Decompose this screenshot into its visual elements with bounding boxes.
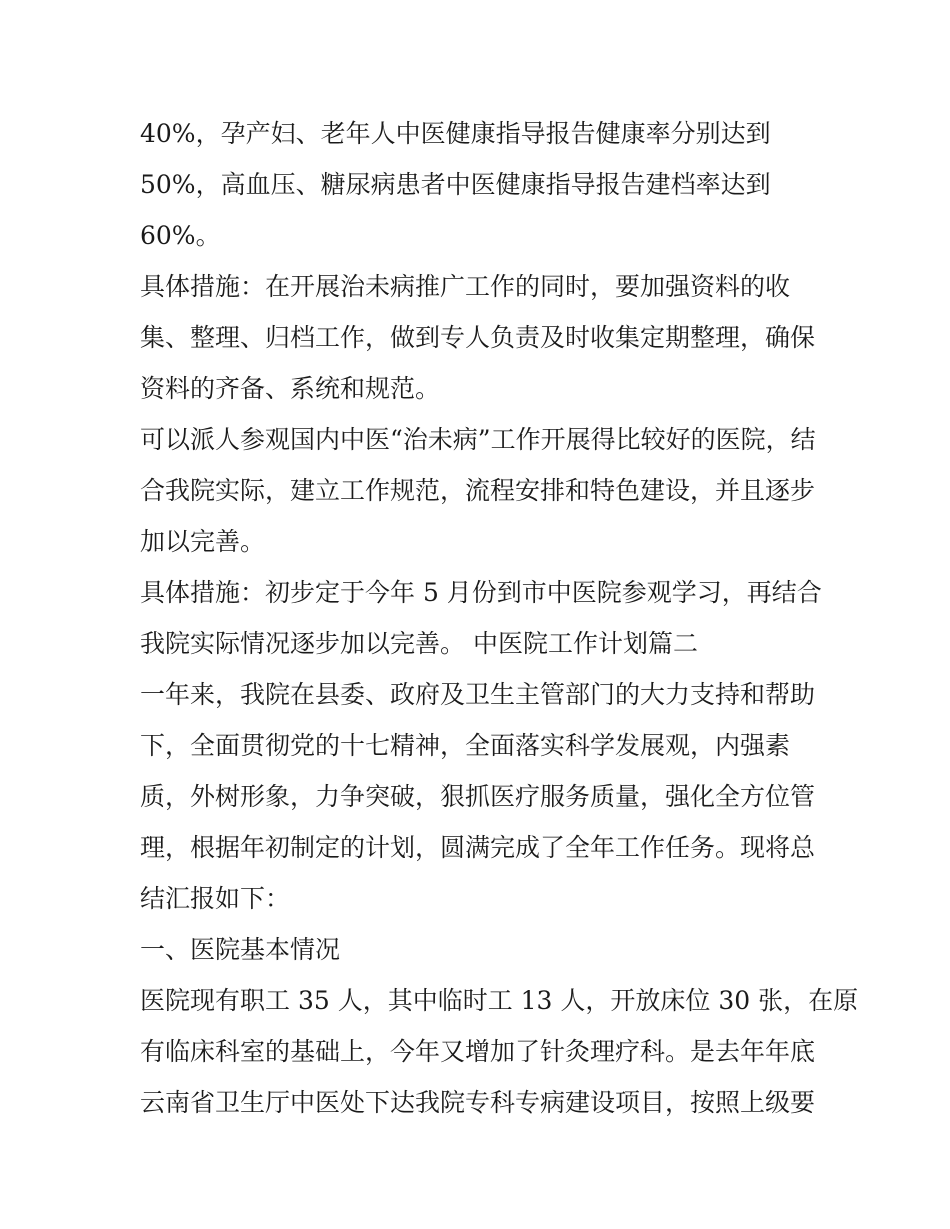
text-line: 医院现有职工 35 人，其中临时工 13 人，开放床位 30 张，在原 <box>140 986 859 1015</box>
text-line: 可以派人参观国内中医“治未病”工作开展得比较好的医院，结 <box>140 425 816 454</box>
text-line: 理，根据年初制定的计划，圆满完成了全年工作任务。现将总 <box>140 833 816 862</box>
text-line: 加以完善。 <box>140 527 266 556</box>
text-line: 我院实际情况逐步加以完善。 中医院工作计划篇二 <box>140 629 698 658</box>
text-line: 50%，高血压、糖尿病患者中医健康指导报告建档率达到 <box>140 170 771 199</box>
text-line: 合我院实际，建立工作规范，流程安排和特色建设，并且逐步 <box>140 476 816 505</box>
text-line: 下，全面贯彻党的十七精神，全面落实科学发展观，内强素 <box>140 731 791 760</box>
text-line: 结汇报如下： <box>140 884 291 913</box>
text-line: 一年来，我院在县委、政府及卫生主管部门的大力支持和帮助 <box>140 680 816 709</box>
section-heading: 一、医院基本情况 <box>140 935 341 964</box>
text-line: 集、整理、归档工作，做到专人负责及时收集定期整理，确保 <box>140 323 816 352</box>
text-line: 有临床科室的基础上，今年又增加了针灸理疗科。是去年年底 <box>140 1037 816 1066</box>
text-line: 质，外树形象，力争突破，狠抓医疗服务质量，强化全方位管 <box>140 782 816 811</box>
document-body <box>140 108 859 1128</box>
text-line: 资料的齐备、系统和规范。 <box>140 374 441 403</box>
text-line: 40%，孕产妇、老年人中医健康指导报告健康率分别达到 <box>140 119 771 148</box>
text-line: 60%。 <box>140 221 221 250</box>
text-line: 具体措施：在开展治未病推广工作的同时，要加强资料的收 <box>140 272 791 301</box>
text-line: 具体措施：初步定于今年 5 月份到市中医院参观学习，再结合 <box>140 578 822 607</box>
text-line: 云南省卫生厅中医处下达我院专科专病建设项目，按照上级要 <box>140 1088 816 1117</box>
